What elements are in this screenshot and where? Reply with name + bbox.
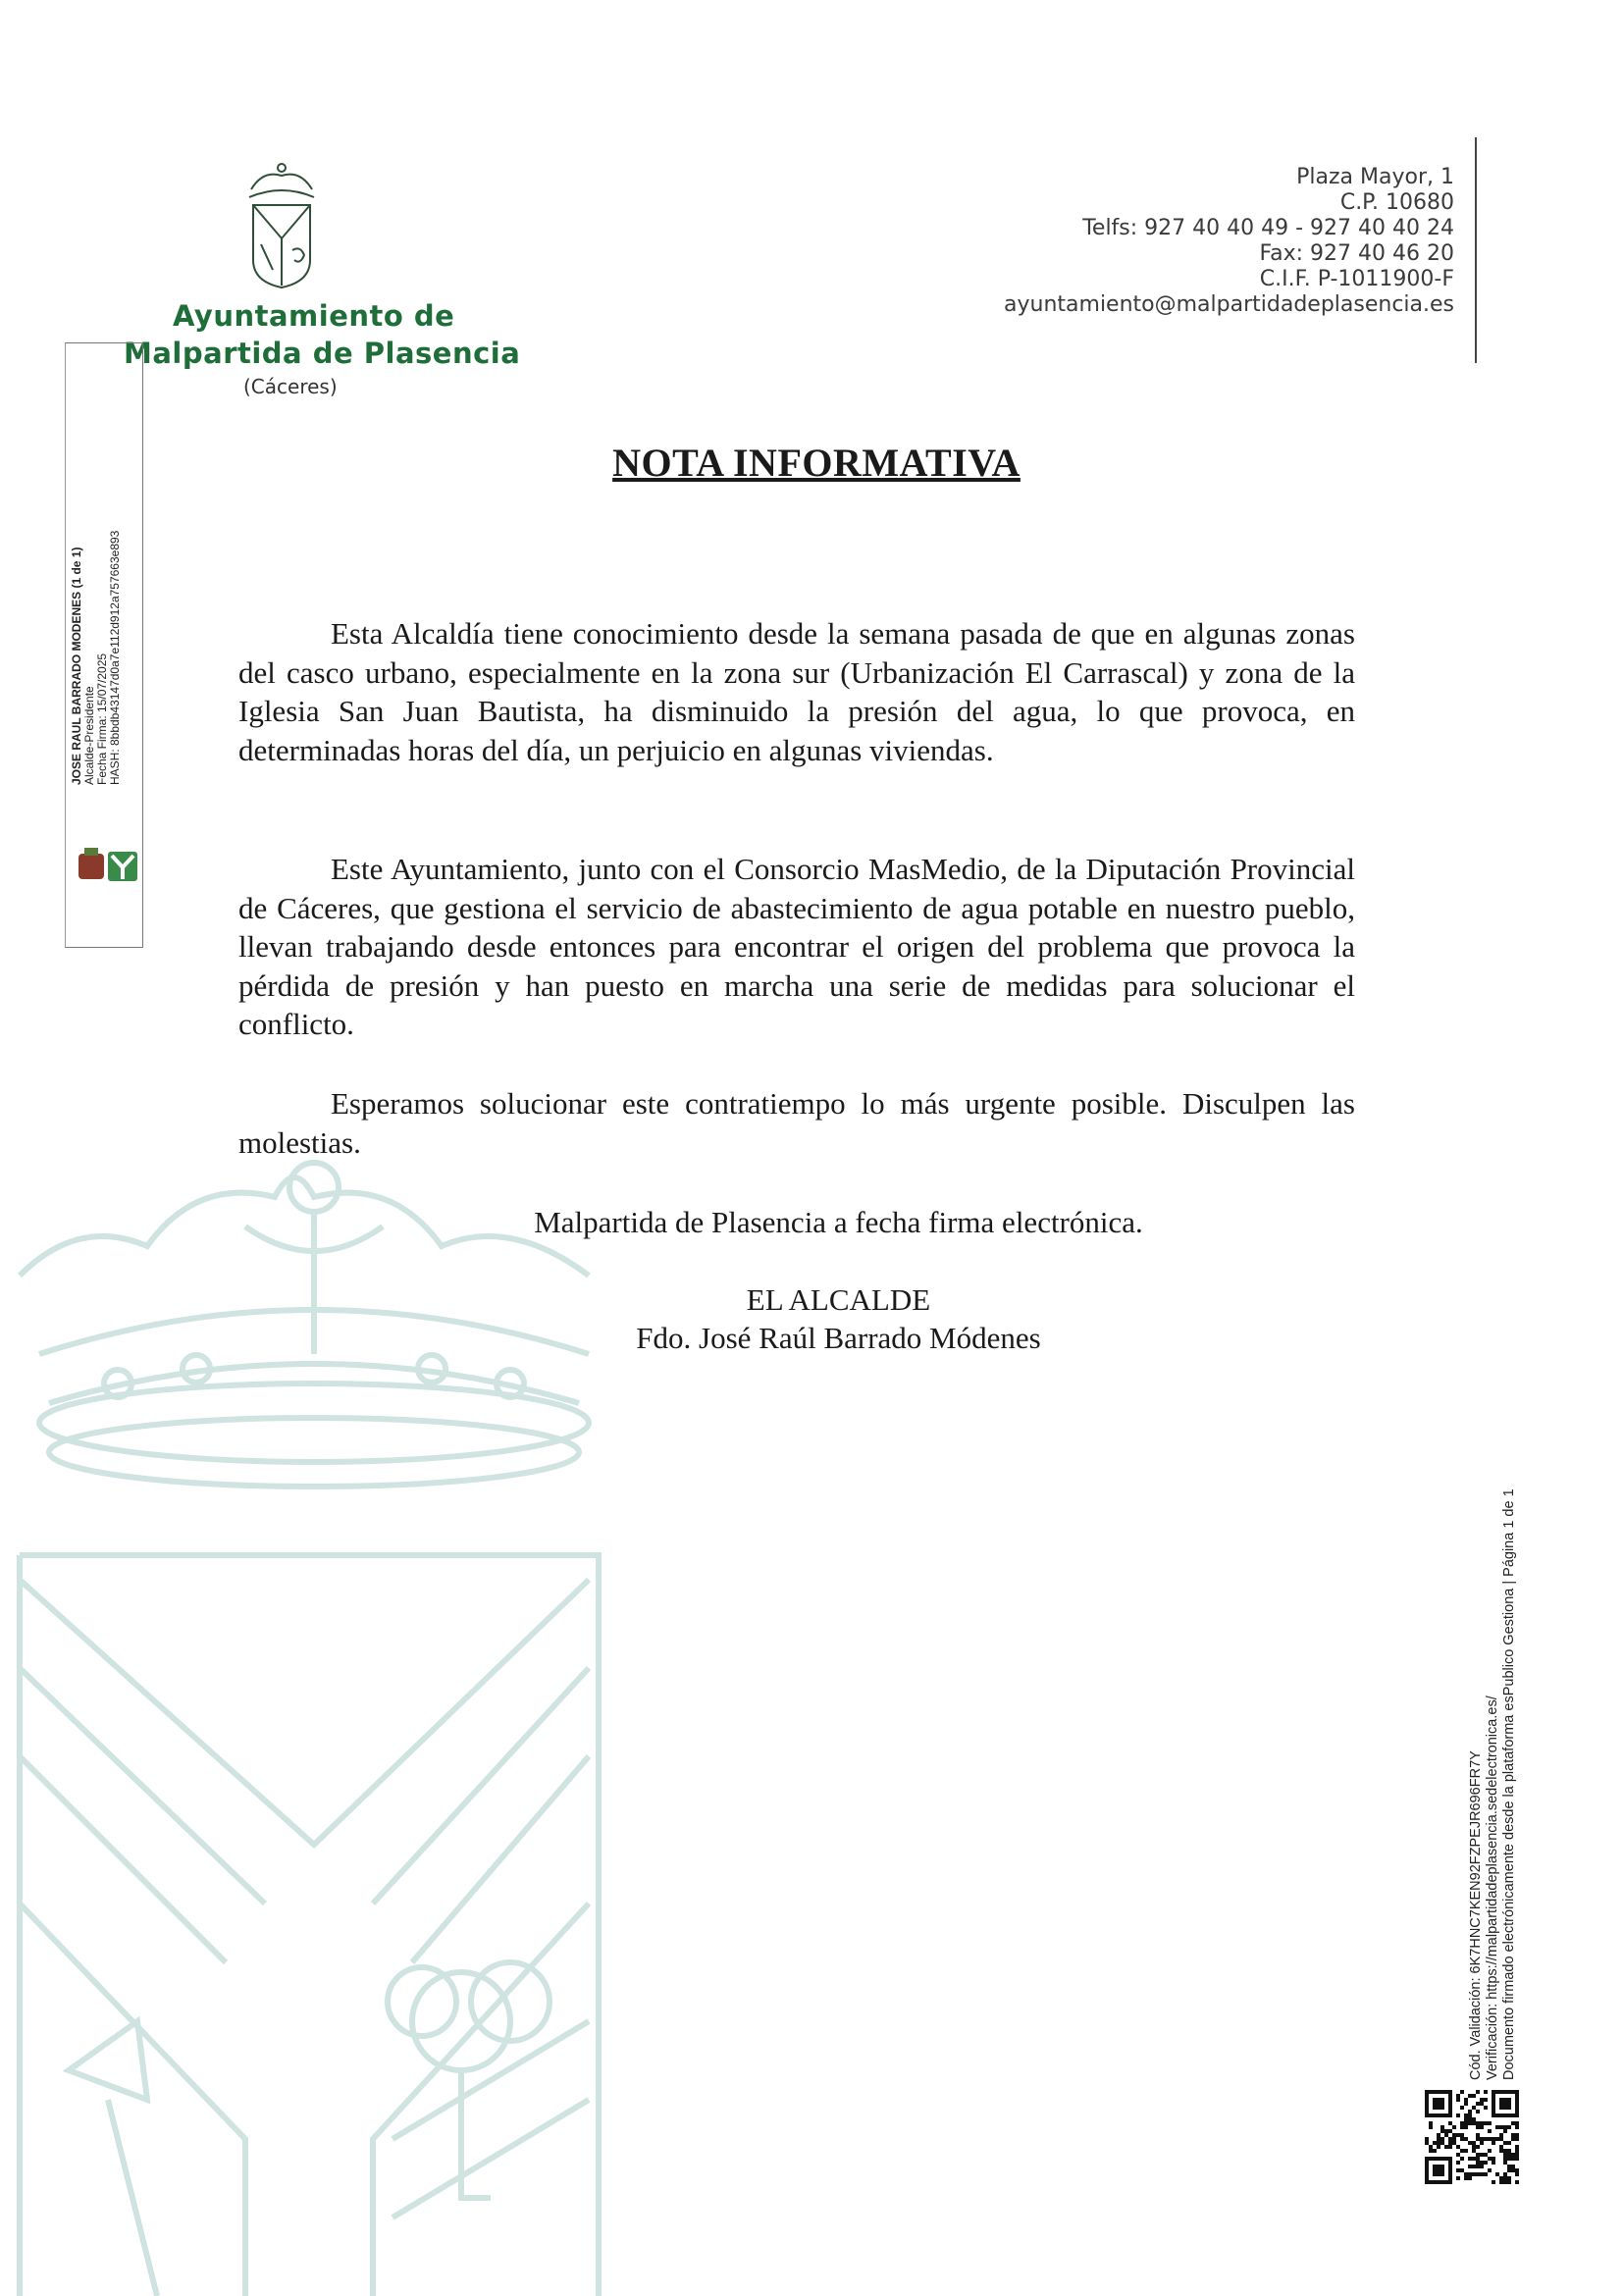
organization-name-line2: Malpartida de Plasencia (124, 337, 521, 370)
stamp-date: Fecha Firma: 15/07/2025 (95, 652, 109, 785)
qr-code (1425, 2090, 1519, 2184)
stamp-role: Alcalde-Presidente (82, 686, 96, 785)
contact-divider (1475, 137, 1477, 363)
verification-platform: Documento firmado electrónicamente desde la plataforma esPublico Gestiona | Página 1 de 1 (1501, 1488, 1517, 2080)
signer-name: Fdo. José Raúl Barrado Módenes (636, 1321, 1041, 1355)
contact-block (1004, 165, 1454, 318)
crest-logo (243, 162, 320, 289)
stamp-signer: JOSE RAUL BARRADO MODENES (1 de 1) (70, 547, 83, 785)
document-title: NOTA INFORMATIVA (612, 441, 1021, 485)
signer-title: EL ALCALDE (746, 1282, 931, 1317)
stamp-hash: HASH: 8bbdb43147d0a7e112d912a757663e893 (108, 530, 122, 785)
contact-postal-code: C.P. 10680 (1339, 190, 1454, 215)
contact-email: ayuntamiento@malpartidadeplasencia.es (1004, 292, 1454, 317)
verification-url: Verificación: https://malpartidadeplasencia.sedelectronica.es/ (1485, 1696, 1500, 2080)
contact-cif: C.I.F. P-1011900-F (1259, 267, 1454, 291)
contact-fax: Fax: 927 40 46 20 (1259, 241, 1454, 266)
closing-line: Malpartida de Plasencia a fecha firma electrónica. (534, 1205, 1143, 1239)
stamp-logo (77, 846, 143, 885)
organization-name-line1: Ayuntamiento de (173, 299, 455, 333)
signature-stamp-text (71, 196, 147, 785)
body-paragraph-1: Esta Alcaldía tiene conocimiento desde la semana pasada de que en algunas zonas del casco urbano, especialmente en la zona sur (Urbanización El Carrascal) y zona de la Iglesia San Juan Bautista, ha disminuido la presión del agua, lo que provoca, en determinadas horas del día, un perjuicio en algunas viviendas. (238, 616, 1355, 767)
contact-address: Plaza Mayor, 1 (1296, 165, 1454, 189)
verification-code: Cód. Validación: 6K7HNC7KEN92FZPEJR696FR7Y (1468, 1750, 1484, 2080)
contact-phones: Telfs: 927 40 40 49 - 927 40 40 24 (1082, 216, 1454, 240)
body-paragraph-2: Este Ayuntamiento, junto con el Consorcio MasMedio, de la Diputación Provincial de Cáceres, que gestiona el servicio de abastecimiento de agua potable en nuestro pueblo, llevan trabajando desde entonces para encontrar el origen del problema que provoca la pérdida de presión y han puesto en marcha una serie de medidas para solucionar el conflicto. (238, 852, 1355, 1041)
verification-text (1468, 1413, 1527, 2080)
body-paragraph-3: Esperamos solucionar este contratiempo lo más urgente posible. Disculpen las molestias. (238, 1086, 1355, 1160)
organization-province: (Cáceres) (243, 375, 338, 398)
